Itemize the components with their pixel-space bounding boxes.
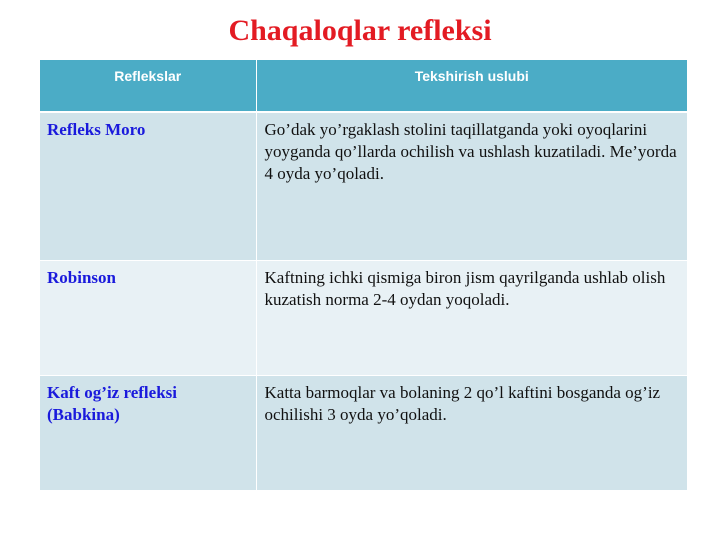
slide-title: Chaqaloqlar refleksi [228,14,492,47]
table-row [40,112,687,260]
table-row [40,260,687,375]
reflex-description: Kaftning ichki qismiga biron jism qayrilganda ushlab olish kuzatish norma 2-4 oydan yoqoladi. [256,260,687,375]
reflex-table [40,60,687,491]
reflex-description: Katta barmoqlar va bolaning 2 qo’l kaftini bosganda og’iz ochilishi 3 oyda yo’qoladi. [256,375,687,490]
reflex-name: Kaft og’iz refleksi (Babkina) [40,375,256,490]
header-reflexes: Reflekslar [40,60,256,112]
reflex-name: Refleks Moro [40,112,256,260]
reflex-name: Robinson [40,260,256,375]
table-header-row [40,60,687,112]
reflex-description: Go’dak yo’rgaklash stolini taqillatganda yoki oyoqlarini yoyganda qo’llarda ochilish va ushlash kuzatiladi. Me’yorda 4 oyda yo’qoladi. [256,112,687,260]
header-examination-method: Tekshirish uslubi [256,60,687,112]
table-row [40,375,687,490]
